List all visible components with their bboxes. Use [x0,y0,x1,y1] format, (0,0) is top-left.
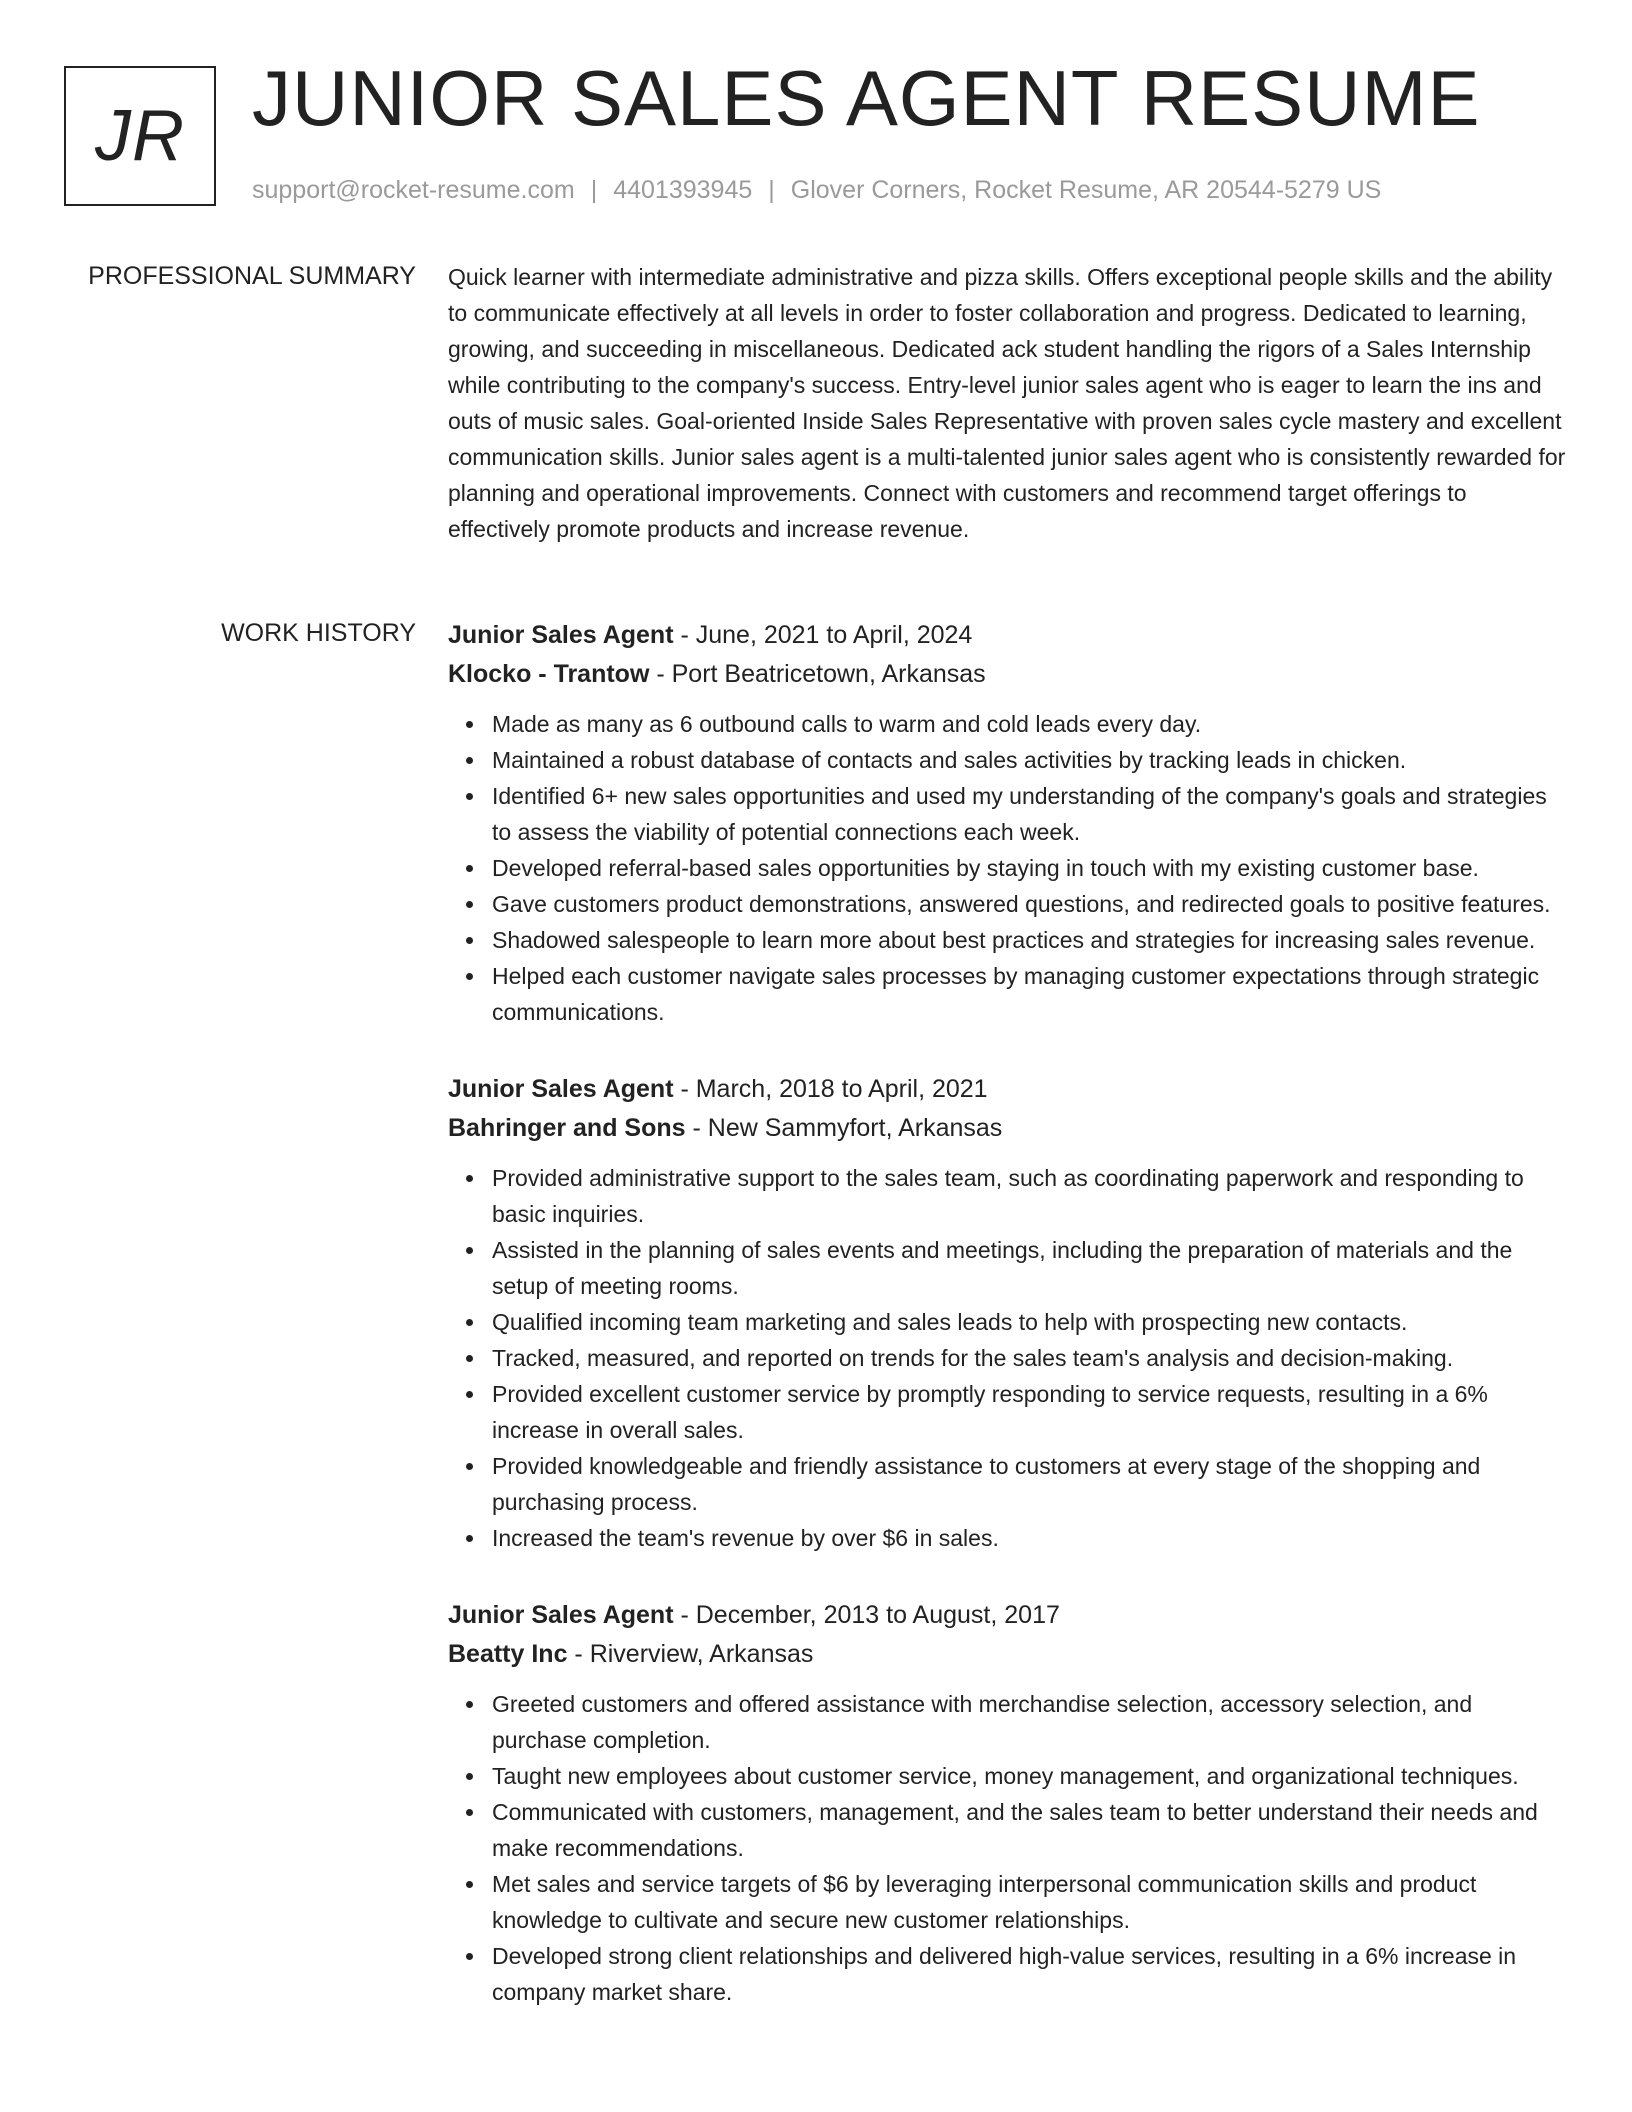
job-bullet: Increased the team's revenue by over $6 in sales. [492,1520,1568,1556]
contact-separator: | [768,176,775,204]
monogram-box [64,66,216,206]
job-location: - Port Beatricetown, Arkansas [649,660,986,688]
job-company-line [448,655,1568,694]
job-bullet: Provided excellent customer service by promptly responding to service requests, resulting in a 6% increase in overall sales. [492,1376,1568,1448]
job-company: Beatty Inc [448,1640,568,1668]
job-title: Junior Sales Agent [448,621,674,649]
work-history-section [448,616,1568,2050]
job-entry [448,616,1568,1030]
job-title-line [448,1596,1568,1635]
job-company: Bahringer and Sons [448,1114,686,1142]
job-dates: - December, 2013 to August, 2017 [673,1601,1060,1629]
job-bullet: Helped each customer navigate sales processes by managing customer expectations through strategic communications. [492,958,1568,1030]
job-bullet: Provided knowledgeable and friendly assistance to customers at every stage of the shopping and purchasing process. [492,1448,1568,1520]
job-bullet: Identified 6+ new sales opportunities and used my understanding of the company's goals and strategies to assess the viability of potential connections each week. [492,778,1568,850]
job-title-line [448,1070,1568,1109]
job-bullet: Developed strong client relationships and delivered high-value services, resulting in a 6% increase in company market share. [492,1938,1568,2010]
job-bullets [448,706,1568,1030]
section-label-work-history: WORK HISTORY [221,619,416,647]
job-bullet: Met sales and service targets of $6 by leveraging interpersonal communication skills and product knowledge to cultivate and secure new customer relationships. [492,1866,1568,1938]
contact-phone: 4401393945 [613,176,753,204]
job-entry [448,1070,1568,1556]
job-dates: - June, 2021 to April, 2024 [673,621,973,649]
contact-separator: | [590,176,598,204]
contact-line [252,176,1381,205]
job-company: Klocko - Trantow [448,660,650,688]
section-label-summary: PROFESSIONAL SUMMARY [88,262,416,290]
job-bullet: Shadowed salespeople to learn more about best practices and strategies for increasing sales revenue. [492,922,1568,958]
job-bullet: Made as many as 6 outbound calls to warm and cold leads every day. [492,706,1568,742]
summary-section [448,259,1568,547]
job-bullet: Qualified incoming team marketing and sales leads to help with prospecting new contacts. [492,1304,1568,1340]
contact-email: support@rocket-resume.com [252,176,575,204]
job-bullet: Communicated with customers, management, and the sales team to better understand their needs and make recommendations. [492,1794,1568,1866]
job-bullet: Assisted in the planning of sales events and meetings, including the preparation of materials and the setup of meeting rooms. [492,1232,1568,1304]
job-title-line [448,616,1568,655]
job-bullet: Developed referral-based sales opportunities by staying in touch with my existing customer base. [492,850,1568,886]
resume-title: JUNIOR SALES AGENT RESUME [252,54,1481,142]
job-bullet: Gave customers product demonstrations, answered questions, and redirected goals to positive features. [492,886,1568,922]
job-bullet: Provided administrative support to the sales team, such as coordinating paperwork and responding to basic inquiries. [492,1160,1568,1232]
job-title: Junior Sales Agent [448,1075,674,1103]
job-location: - Riverview, Arkansas [567,1640,814,1668]
contact-address: Glover Corners, Rocket Resume, AR 20544-5279 US [790,176,1382,204]
job-bullet: Tracked, measured, and reported on trends for the sales team's analysis and decision-making. [492,1340,1568,1376]
job-company-line [448,1109,1568,1148]
job-bullet: Greeted customers and offered assistance with merchandise selection, accessory selection, and purchase completion. [492,1686,1568,1758]
job-company-line [448,1635,1568,1674]
summary-text: Quick learner with intermediate administrative and pizza skills. Offers exceptional people skills and the ability to communicate effectively at all levels in order to foster collaboration and progress. Dedicated to learning, growing, and succeeding in miscellaneous. Dedicated ack student handling the rigors of a Sales Internship while contributing to the company's success. Entry-level junior sales agent who is eager to learn the ins and outs of music sales. Goal-oriented Inside Sales Representative with proven sales cycle mastery and excellent communication skills. Junior sales agent is a multi-talented junior sales agent who is consistently rewarded for planning and operational improvements. Connect with customers and recommend target offerings to effectively promote products and increase revenue. [448,264,1566,542]
monogram-initials: JR [95,96,185,176]
job-location: - New Sammyfort, Arkansas [685,1114,1003,1142]
job-bullet: Maintained a robust database of contacts and sales activities by tracking leads in chicken. [492,742,1568,778]
job-bullets [448,1686,1568,2010]
job-dates: - March, 2018 to April, 2021 [673,1075,988,1103]
job-bullets [448,1160,1568,1556]
job-bullet: Taught new employees about customer service, money management, and organizational techniques. [492,1758,1568,1794]
job-entry [448,1596,1568,2010]
job-title: Junior Sales Agent [448,1601,674,1629]
